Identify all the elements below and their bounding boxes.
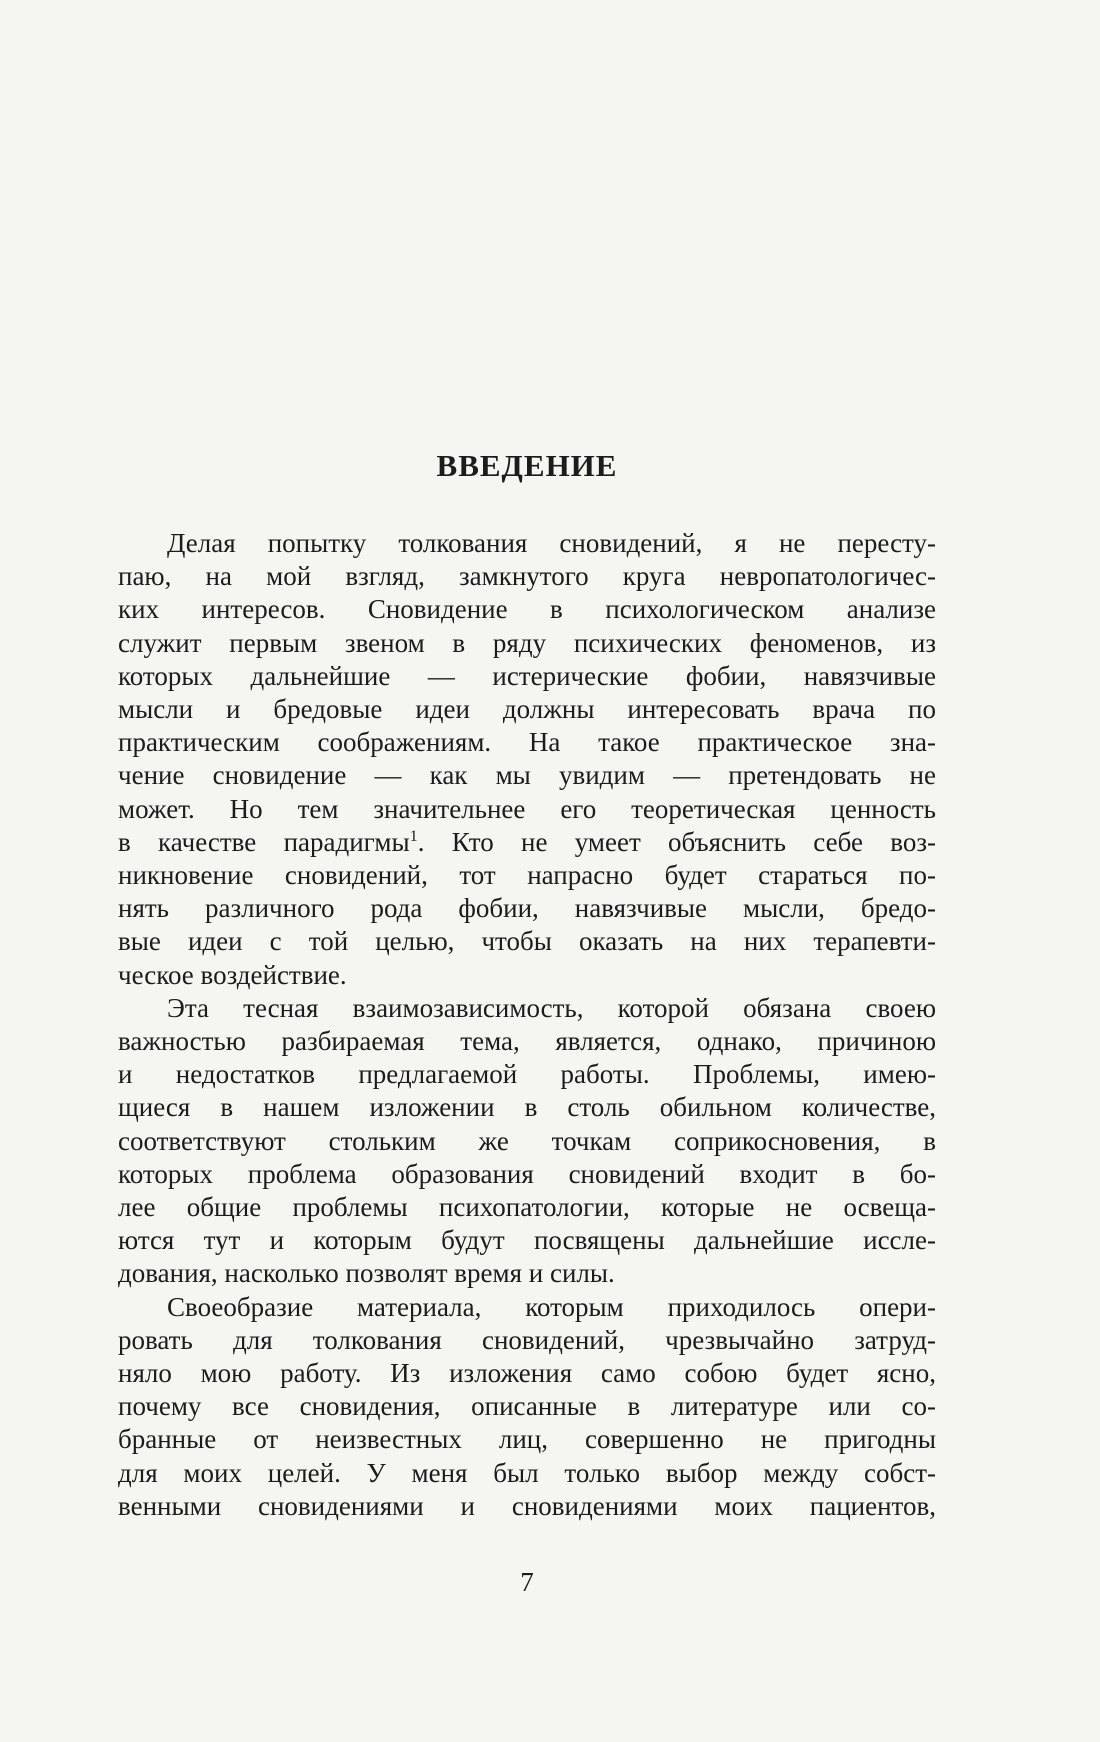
text-line: служит первым звеном в ряду психических феноменов, из [118, 627, 936, 658]
text-line: которых дальнейшие — истерические фобии, навязчивые [118, 660, 936, 691]
text-line: почему все сновидения, описанные в литературе или со- [118, 1391, 936, 1422]
text-segment: . Кто не умеет объяснить себе воз- [417, 826, 936, 857]
text-line: нять различного рода фобии, навязчивые мысли, бредо- [118, 893, 936, 924]
text-line: которых проблема образования сновидений входит в бо- [118, 1158, 936, 1189]
text-line: няло мою работу. Из изложения само собою будет ясно, [118, 1358, 936, 1389]
footnote-marker: 1 [409, 826, 418, 845]
text-line: паю, на мой взгляд, замкнутого круга невропатологичес- [118, 561, 936, 592]
text-line: важностью разбираемая тема, является, однако, причиною [118, 1026, 936, 1057]
text-line: дования, насколько позволят время и силы. [118, 1258, 615, 1289]
text-line: соответствуют стольким же точкам соприкосновения, в [118, 1125, 936, 1156]
text-line-with-footnote [118, 826, 936, 859]
text-line: Своеобразие материала, которым приходилось опери- [167, 1291, 936, 1322]
chapter-title: ВВЕДЕНИЕ [436, 448, 618, 483]
text-line: венными сновидениями и сновидениями моих пациентов, [118, 1490, 936, 1521]
text-segment: в качестве парадигмы [118, 826, 410, 857]
text-line: мысли и бредовые идеи должны интересовать врача по [118, 694, 936, 725]
text-line: Эта тесная взаимозависимость, которой обязана своею [167, 992, 936, 1023]
text-line: ровать для толкования сновидений, чрезвычайно затруд- [118, 1324, 936, 1355]
body-text [118, 527, 936, 1523]
text-line: ческое воздействие. [118, 959, 347, 990]
text-line: ких интересов. Сновидение в психологическом анализе [118, 594, 936, 625]
page-number: 7 [520, 1567, 534, 1597]
text-line: никновение сновидений, тот напрасно будет стараться по- [118, 860, 936, 891]
text-line: практическим соображениям. На такое практическое зна- [118, 727, 936, 758]
text-line: для моих целей. У меня был только выбор между собст- [118, 1457, 936, 1488]
text-line: и недостатков предлагаемой работы. Проблемы, имею- [118, 1059, 936, 1090]
text-line: чение сновидение — как мы увидим — претендовать не [118, 760, 936, 791]
text-line: может. Но тем значительнее его теоретическая ценность [118, 793, 936, 824]
text-line: ются тут и которым будут посвящены дальнейшие иссле- [118, 1225, 936, 1256]
text-line: вые идеи с той целью, чтобы оказать на них терапевти- [118, 926, 936, 957]
text-line: лее общие проблемы психопатологии, которые не освеща- [118, 1192, 936, 1223]
text-line: щиеся в нашем изложении в столь обильном количестве, [118, 1092, 936, 1123]
text-line: бранные от неизвестных лиц, совершенно не пригодны [118, 1424, 936, 1455]
text-line: Делая попытку толкования сновидений, я не пересту- [167, 528, 936, 558]
